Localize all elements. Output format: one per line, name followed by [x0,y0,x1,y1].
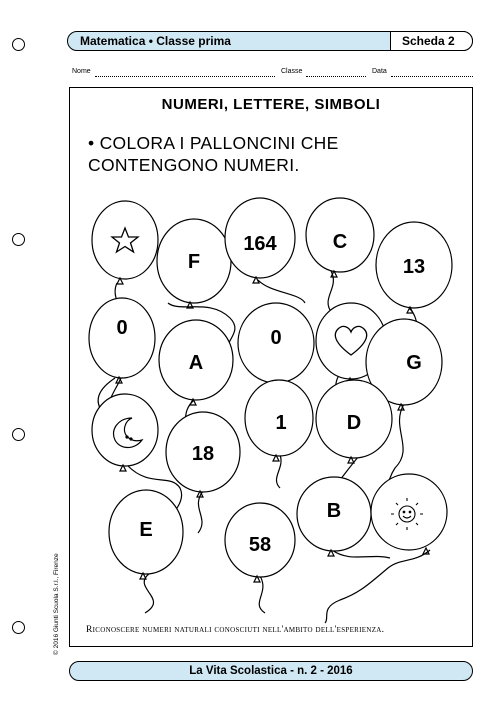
balloon-1 [245,380,313,461]
balloon-label: A [188,352,204,374]
balloon-0-center [238,303,314,388]
class-label: Classe [281,68,303,75]
instruction-line-2: CONTENGONO NUMERI. [88,155,300,175]
balloons-illustration [70,88,474,648]
balloon-F [157,219,231,308]
publication-info: La Vita Scolastica - n. 2 - 2016 [189,665,353,677]
balloon-label: F [187,251,201,273]
balloon-label: 0 [270,327,282,349]
balloon-label: C [332,231,348,253]
name-field[interactable] [95,76,275,77]
balloon-E [109,490,183,579]
balloon-label: 13 [402,256,426,278]
subject-title: Matematica • Classe prima [80,34,231,48]
balloon-string [325,550,430,623]
balloon-13 [376,222,452,313]
sheet-number-tab [390,31,473,51]
balloon-star [92,201,158,284]
balloon-string [258,280,305,303]
date-label: Data [372,68,387,75]
sheet-number-label: Scheda 2 [402,34,455,48]
balloon-B [297,477,371,556]
balloon-label: 0 [116,317,128,339]
balloon-label: 1 [275,412,287,434]
balloon-D [316,380,392,463]
balloon-A [159,320,233,405]
instruction-line-1: • COLORA I PALLONCINI CHE [88,133,339,153]
balloon-label: 58 [248,534,272,556]
balloon-string [332,550,390,558]
worksheet-title: NUMERI, LETTERE, SIMBOLI [161,96,381,113]
footer-bar [69,661,473,681]
balloon-label: E [139,519,153,541]
balloon-0-left [89,298,155,383]
binder-hole-4 [12,621,25,634]
worksheet-panel [69,87,473,647]
class-field[interactable] [306,76,366,77]
balloon-sun [371,474,447,554]
name-label: Nome [72,68,91,75]
balloon-164 [225,198,295,283]
balloon-label: B [326,500,342,522]
date-field[interactable] [391,76,473,77]
balloon-label: D [346,412,362,434]
copyright-notice: © 2016 Giunti Scuola S.r.l., Firenze [53,553,60,655]
balloon-label: G [406,352,422,374]
balloon-C [306,198,374,277]
balloon-58 [225,503,295,582]
balloon-label: 164 [243,233,277,255]
balloon-label: 18 [191,443,215,465]
balloon-moon [92,394,158,471]
learning-objective: Riconoscere numeri naturali conosciuti nell'ambito dell'esperienza. [86,625,385,635]
binder-hole-2 [12,233,25,246]
binder-hole-1 [12,38,25,51]
header-bar [67,31,473,51]
binder-hole-3 [12,428,25,441]
